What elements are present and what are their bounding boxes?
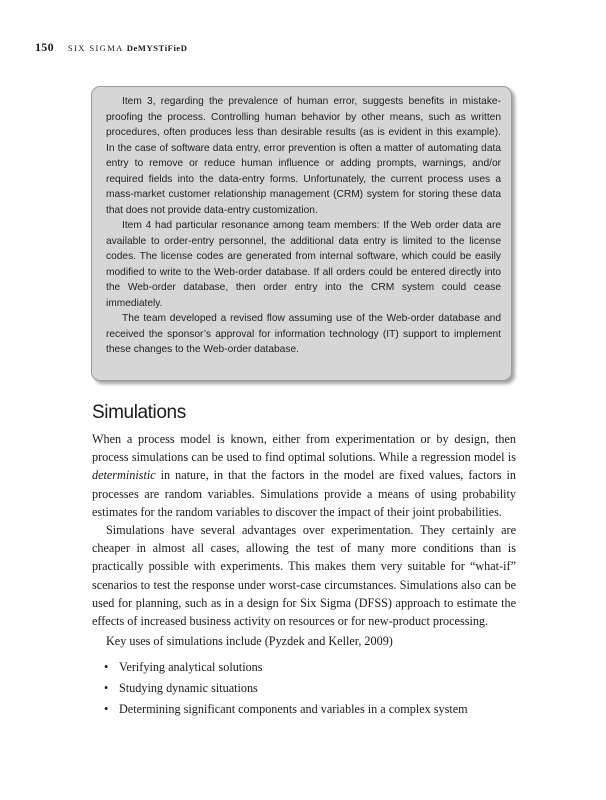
paragraph1-text: When a process model is known, either from experimentation or by design, then process simulations can be used to find optimal solutions. While a regression model is [92, 432, 516, 465]
list-item [92, 657, 516, 678]
book-title-main: SIX SIGMA [67, 43, 124, 53]
list-item [92, 699, 516, 720]
callout-paragraph: Item 3, regarding the prevalence of human error, suggests benefits in mistake-proofing the process. Controlling human behavior by other means, such as written procedures, often produces less than desirable results (as is evident in this example). In the case of software data entry, error prevention is often a matter of automating data entry to remove or reduce human influence or adding prompts, warnings, and/or required fields into the data-entry forms. Unfortunately, the current process uses a mass-market customer relationship management (CRM) system for storing these data that does not provide data-entry customization. [106, 96, 501, 216]
key-uses-list [92, 657, 516, 720]
list-item-text: Determining significant components and variables in a complex system [119, 702, 468, 717]
list-item-text: Verifying analytical solutions [119, 660, 263, 675]
emphasis-term: deterministic [92, 468, 156, 483]
bullet-icon: • [104, 681, 109, 696]
bullet-icon: • [104, 660, 109, 675]
case-study-callout [91, 86, 512, 381]
book-title [68, 43, 188, 53]
section-heading: Simulations [92, 402, 186, 423]
callout-paragraph: Item 4 had particular resonance among team members: If the Web order data are available to order-entry personnel, the additional data entry is limited to the license codes. The license codes are generated from internal software, which could be easily modified to write to the Web-order database. If all orders could be entered directly into the Web-order database, then order entry into the CRM system could cease immediately. [106, 220, 501, 309]
bullet-icon: • [104, 702, 109, 717]
list-item-text: Studying dynamic situations [119, 681, 258, 696]
page-number: 150 [35, 40, 54, 54]
key-uses-intro: Key uses of simulations include (Pyzdek and Keller, 2009) [106, 634, 393, 649]
callout-paragraph: The team developed a revised flow assuming use of the Web-order database and received the sponsor’s approval for information technology (IT) support to implement these changes to the Web-order database. [106, 313, 501, 355]
running-head [35, 40, 188, 56]
paragraph1-text-continued: in nature, in that the factors in the model are fixed values, factors in processes are random variables. Simulations provide a means of using probability estimates for the random variables to discover the impact of their joint probabilities. [92, 468, 516, 519]
body-paragraph [92, 430, 516, 521]
section-body [92, 430, 516, 720]
book-title-emphasis: DeMYSTiFieD [126, 43, 188, 53]
body-paragraph: Simulations have several advantages over experimentation. They certainly are cheaper in almost all cases, allowing the test of many more conditions than is practically possible with experiments. This makes them very suitable for “what-if” scenarios to test the response under worst-case circumstances. Simulations also can be used for planning, such as in a design for Six Sigma (DFSS) approach to estimate the effects of increased business activity on resources or for new-product processing. [92, 523, 516, 629]
list-item [92, 678, 516, 699]
